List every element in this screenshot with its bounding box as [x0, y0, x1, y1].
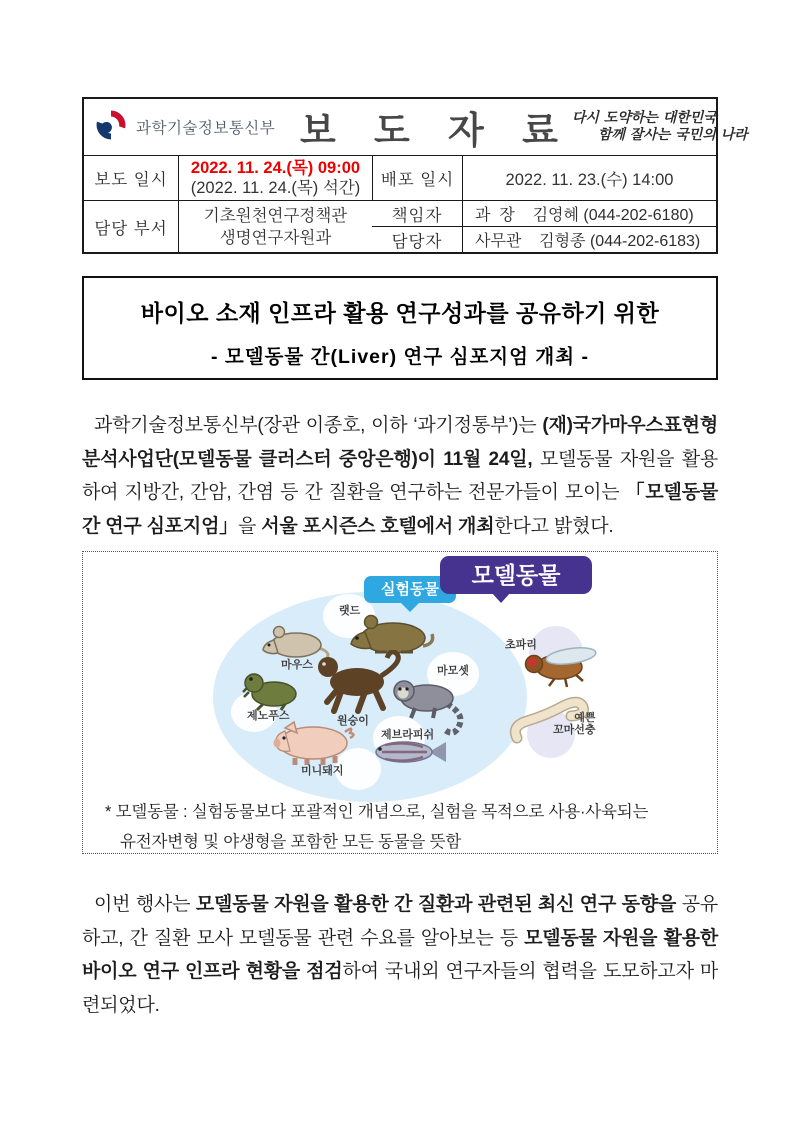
header-info-table: [82, 97, 748, 254]
slogan-line2: 함께 잘사는 국민의 나라: [597, 127, 748, 143]
lab-animal-badge: 실험동물: [364, 576, 456, 603]
minipig-label: 미니돼지: [301, 765, 344, 777]
masthead-row: [84, 99, 748, 155]
content-area: [82, 97, 748, 1022]
headline-line2: - 모델동물 간(Liver) 연구 심포지엄 개최 -: [211, 346, 589, 368]
body-paragraph-1: 과학기술정보통신부(장관 이종호, 이하 ‘과기정통부’)는 (재)국가마우스표현형분석사업단(모델동물 클러스터 중앙은행)이 11월 24일, 모델동물 자원을 활용하여 지방간, 간암, 간염 등 간 질환을 연구하는 전문가들이 모이는 「모델동물 간 연구 심포지엄」을 서울 포시즌스 호텔에서 개최한다고 밝혔다.: [82, 415, 719, 537]
staff-label: 담당자: [391, 232, 443, 251]
staff-row: [372, 226, 716, 252]
monkey-label: 원숭이: [337, 715, 369, 727]
manager-row: [372, 201, 716, 226]
distribute-date-value: 2022. 11. 23.(수) 14:00: [462, 156, 716, 200]
department-line1: 기초원천연구정책관: [203, 206, 348, 225]
figure-caption: [105, 797, 697, 857]
body-paragraph-2: 이번 행사는 모델동물 자원을 활용한 간 질환과 관련된 최신 연구 동향을 공유하고, 간 질환 모사 모델동물 관련 수요를 알아보는 등 모델동물 자원을 활용한 바이오 연구 인프라 현황을 점검하여 국내외 연구자들의 협력을 도모하고자 마련되었다.: [82, 894, 718, 1016]
fruitfly-label: 초파리: [505, 639, 537, 651]
release-date-label: 보도 일시: [94, 171, 168, 189]
caption-line2: 유전자변형 및 야생형을 포함한 모든 동물을 뜻함: [120, 833, 462, 851]
zebrafish-label: 제브라피쉬: [381, 729, 435, 741]
model-animal-figure: [82, 551, 718, 854]
mouse-label: 마우스: [281, 659, 313, 671]
release-date-value: [178, 156, 372, 200]
slogan-line1: 다시 도약하는 대한민국: [571, 110, 717, 126]
document-type-title: 보 도 자 료: [300, 110, 572, 151]
worm-label: 예쁜 꼬마선충: [553, 712, 596, 736]
department-row: [84, 200, 716, 252]
caption-line1: * 모델동물 : 실험동물보다 포괄적인 개념으로, 실험을 목적으로 사용·사육되는: [105, 803, 649, 821]
distribute-date-label: 배포 일시: [372, 156, 462, 200]
embargo-datetime: 2022. 11. 24.(목) 09:00: [190, 159, 361, 177]
staff-value: 사무관 김형종 (044-202-6183): [462, 227, 716, 252]
ministry-brand: [94, 108, 286, 147]
manager-label: 책임자: [391, 206, 443, 225]
rat-label: 랫드: [339, 605, 361, 617]
release-date-row: [84, 155, 716, 200]
government-slogan: [572, 110, 750, 144]
xenopus-label: 제노푸스: [247, 710, 290, 722]
contacts-subtable: [372, 201, 716, 252]
model-animal-badge: 모델동물: [440, 556, 592, 594]
department-label: 담당 부서: [94, 219, 168, 238]
headline-line1: 바이오 소재 인프라 활용 연구성과를 공유하기 위한: [140, 300, 660, 326]
headline-box: [82, 276, 718, 380]
manager-value: 과 장 김영혜 (044-202-6180): [462, 201, 716, 226]
ministry-name: 과학기술정보통신부: [136, 120, 276, 137]
department-line2: 생명연구자원과: [219, 228, 332, 247]
ministry-logo-icon: [94, 108, 128, 147]
embargo-edition: (2022. 11. 24.(목) 석간): [190, 179, 361, 197]
marmoset-label: 마모셋: [437, 665, 469, 677]
department-value: [178, 201, 372, 252]
